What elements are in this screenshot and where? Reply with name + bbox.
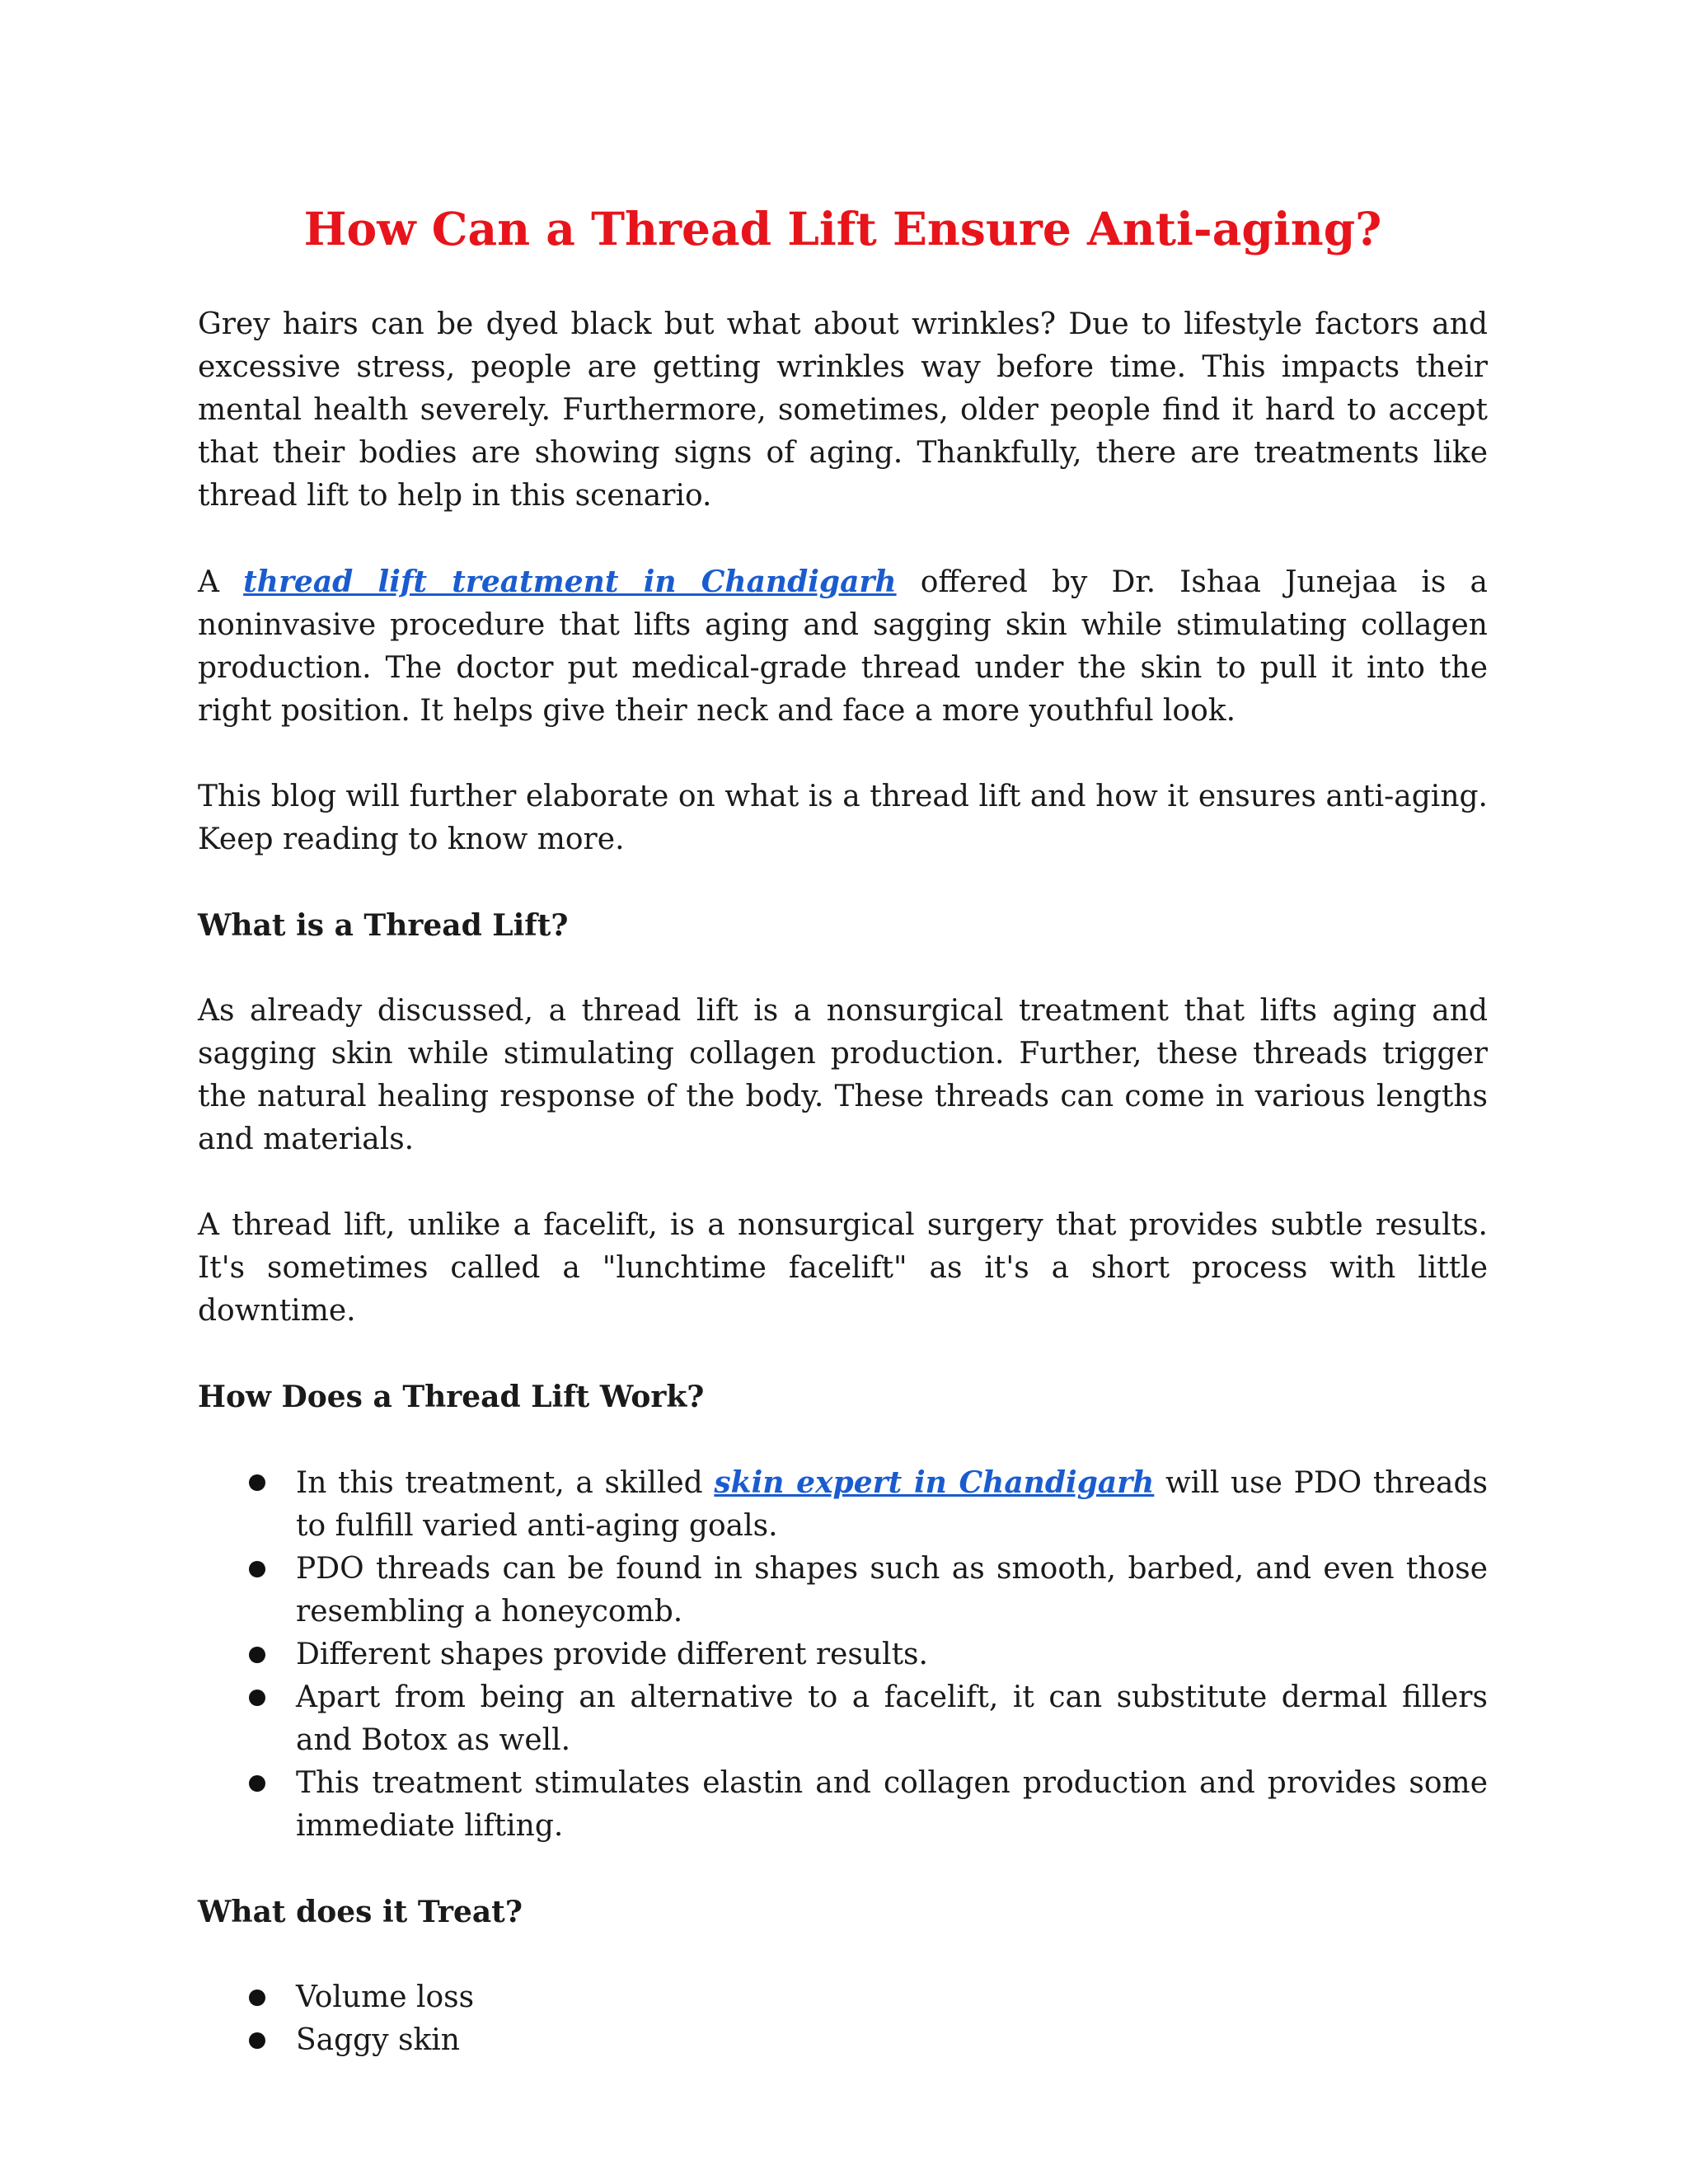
list-item bbox=[198, 1548, 1488, 1633]
bullet-text-end: will use PDO threads to fulfill varied anti-aging goals. bbox=[296, 1466, 1488, 1543]
heading-what-does-it-treat: What does it Treat? bbox=[198, 1895, 523, 1929]
bullet-icon bbox=[249, 1647, 265, 1663]
list-item bbox=[198, 1976, 1488, 2019]
bullet-icon bbox=[249, 2032, 265, 2049]
list-item bbox=[198, 1461, 1488, 1548]
bullet-text: Different shapes provide different results. bbox=[296, 1638, 928, 1671]
bullet-icon bbox=[249, 1474, 265, 1491]
bullet-icon bbox=[249, 1561, 265, 1577]
heading-what-is-thread-lift: What is a Thread Lift? bbox=[198, 908, 569, 943]
document-page bbox=[198, 196, 1488, 2105]
list-item bbox=[198, 1633, 1488, 1676]
intro-paragraph-2-end: offered by Dr. Ishaa Junejaa is a noninvasive procedure that lifts aging and sagging skin while stimulating collagen production. The doctor put medical-grade thread under the skin to pull it into the right position. It helps give their neck and face a more youthful look. bbox=[198, 565, 1488, 728]
intro-paragraph-2 bbox=[198, 560, 1488, 733]
bullet-icon bbox=[249, 1690, 265, 1706]
intro-paragraph-2-start: A bbox=[198, 565, 244, 599]
bullet-text: Apart from being an alternative to a facelift, it can substitute dermal fillers and Botox as well. bbox=[296, 1680, 1488, 1757]
treat-bullet-list bbox=[198, 1976, 1488, 2062]
intro-paragraph-1: Grey hairs can be dyed black but what about wrinkles? Due to lifestyle factors and excessive stress, people are getting wrinkles way before time. This impacts their mental health severely. Furthermore, sometimes, older people find it hard to accept that their bodies are showing signs of aging. Thankfully, there are treatments like thread lift to help in this scenario. bbox=[198, 307, 1488, 513]
intro-paragraph-3: This blog will further elaborate on what is a thread lift and how it ensures anti-aging. Keep reading to know more. bbox=[198, 780, 1488, 856]
bullet-text: Volume loss bbox=[296, 1980, 475, 2014]
what-paragraph-2: A thread lift, unlike a facelift, is a nonsurgical surgery that provides subtle results. It's sometimes called a "lunchtime facelift" as it's a short process with little downtime. bbox=[198, 1208, 1488, 1328]
bullet-text: This treatment stimulates elastin and collagen production and provides some immediate lifting. bbox=[296, 1766, 1488, 1843]
bullet-icon bbox=[249, 1775, 265, 1792]
bullet-text-start: In this treatment, a skilled bbox=[296, 1466, 715, 1500]
list-item bbox=[198, 1762, 1488, 1848]
how-bullet-list bbox=[198, 1461, 1488, 1848]
skin-expert-link[interactable]: skin expert in Chandigarh bbox=[714, 1465, 1155, 1500]
bullet-icon bbox=[249, 1990, 265, 2006]
list-item bbox=[198, 2019, 1488, 2062]
bullet-text: Saggy skin bbox=[296, 2023, 460, 2057]
page-title: How Can a Thread Lift Ensure Anti-aging? bbox=[303, 202, 1382, 255]
heading-how-does-it-work: How Does a Thread Lift Work? bbox=[198, 1380, 705, 1414]
list-item bbox=[198, 1676, 1488, 1762]
bullet-text: PDO threads can be found in shapes such as smooth, barbed, and even those resembling a honeycomb. bbox=[296, 1552, 1488, 1629]
thread-lift-treatment-link[interactable]: thread lift treatment in Chandigarh bbox=[243, 565, 897, 599]
what-paragraph-1: As already discussed, a thread lift is a nonsurgical treatment that lifts aging and sagging skin while stimulating collagen production. Further, these threads trigger the natural healing response of the body. These threads can come in various lengths and materials. bbox=[198, 994, 1488, 1156]
